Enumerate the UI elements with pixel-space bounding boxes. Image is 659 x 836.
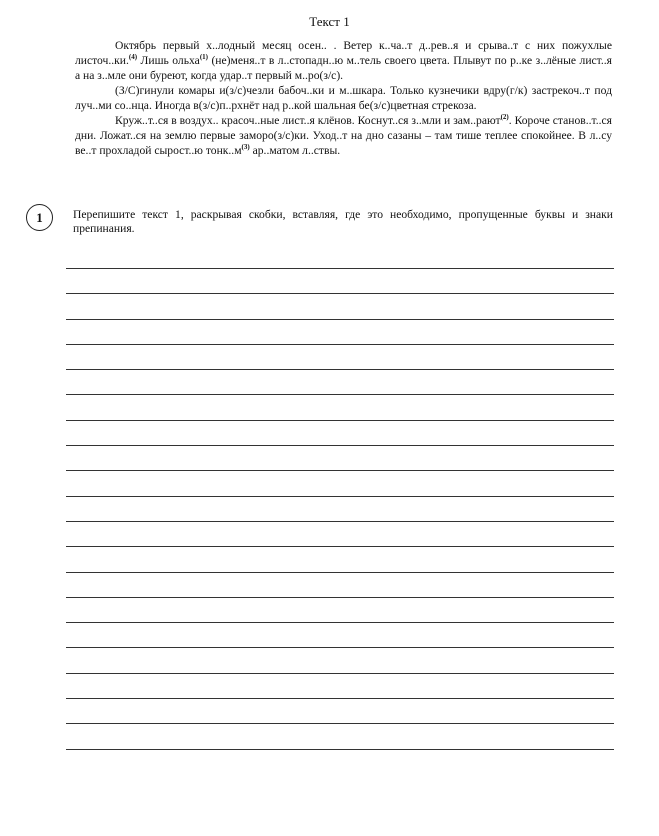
answer-line[interactable] [66,420,614,445]
answer-lines [66,268,614,774]
answer-line[interactable] [66,293,614,318]
footnote-marker: (3) [241,143,250,151]
answer-line[interactable] [66,622,614,647]
footnote-marker: (2) [500,113,509,121]
answer-line[interactable] [66,470,614,495]
answer-line[interactable] [66,572,614,597]
task-number-badge: 1 [26,204,53,231]
paragraph-segment: Круж..т..ся в воздух.. красоч..ные лист..я клёнов. Коснут..ся з..мли и зам..рают [115,114,501,127]
answer-line[interactable] [66,698,614,723]
paragraph-segment: Октябрь первый х..лодный месяц осен.. . Ветер к..ча..т д..рев..я и срыва..т с них пожухлые листоч..ки. [75,39,612,67]
paragraph-1 [75,38,612,83]
paragraph-3 [75,113,612,158]
answer-line[interactable] [66,597,614,622]
answer-line[interactable] [66,723,614,748]
footnote-marker: (4) [128,53,138,61]
answer-line[interactable] [66,369,614,394]
paragraph-segment: Лишь ольха [137,54,200,67]
answer-line[interactable] [66,319,614,344]
answer-line[interactable] [66,673,614,698]
answer-line[interactable] [66,394,614,419]
answer-line[interactable] [66,496,614,521]
page-title: Текст 1 [309,14,350,29]
paragraph-2 [75,83,612,113]
paragraph-segment: ар..матом л..ствы. [249,144,341,157]
paragraph-segment: (не)меня..т в л..стопадн..ю м..тель своего цвета. Плывут по р..ке з..лёные лист..я а на з..мле они буреют, когда удар..т первый м..ро(з/с). [75,54,612,82]
answer-line[interactable] [66,749,614,774]
paragraph-segment: . Короче станов..т..ся дни. Ложат..ся на землю первые заморо(з/с)ки. Уход..т на дно сазаны – там тише теплее спокойнее. В л..су ве..т прохладой сырост..ю тонк..м [75,114,612,157]
answer-line[interactable] [66,344,614,369]
answer-line[interactable] [66,445,614,470]
answer-line[interactable] [66,647,614,672]
answer-line[interactable] [66,268,614,293]
answer-line[interactable] [66,546,614,571]
footnote-marker: (1) [199,53,208,61]
task-instruction: Перепишите текст 1, раскрывая скобки, вставляя, где это необходимо, пропущенные буквы и знаки препинания. [73,208,613,235]
paragraph-segment: (З/С)гинули комары и(з/с)чезли бабоч..ки и м..шкара. Только кузнечики вдру(г/к) застрекоч..т под луч..ми со..нца. Иногда в(з/с)п..рхнёт над р..кой шальная бе(з/с)цветная стрекоза. [75,84,612,112]
text-passage [75,38,612,158]
answer-line[interactable] [66,521,614,546]
